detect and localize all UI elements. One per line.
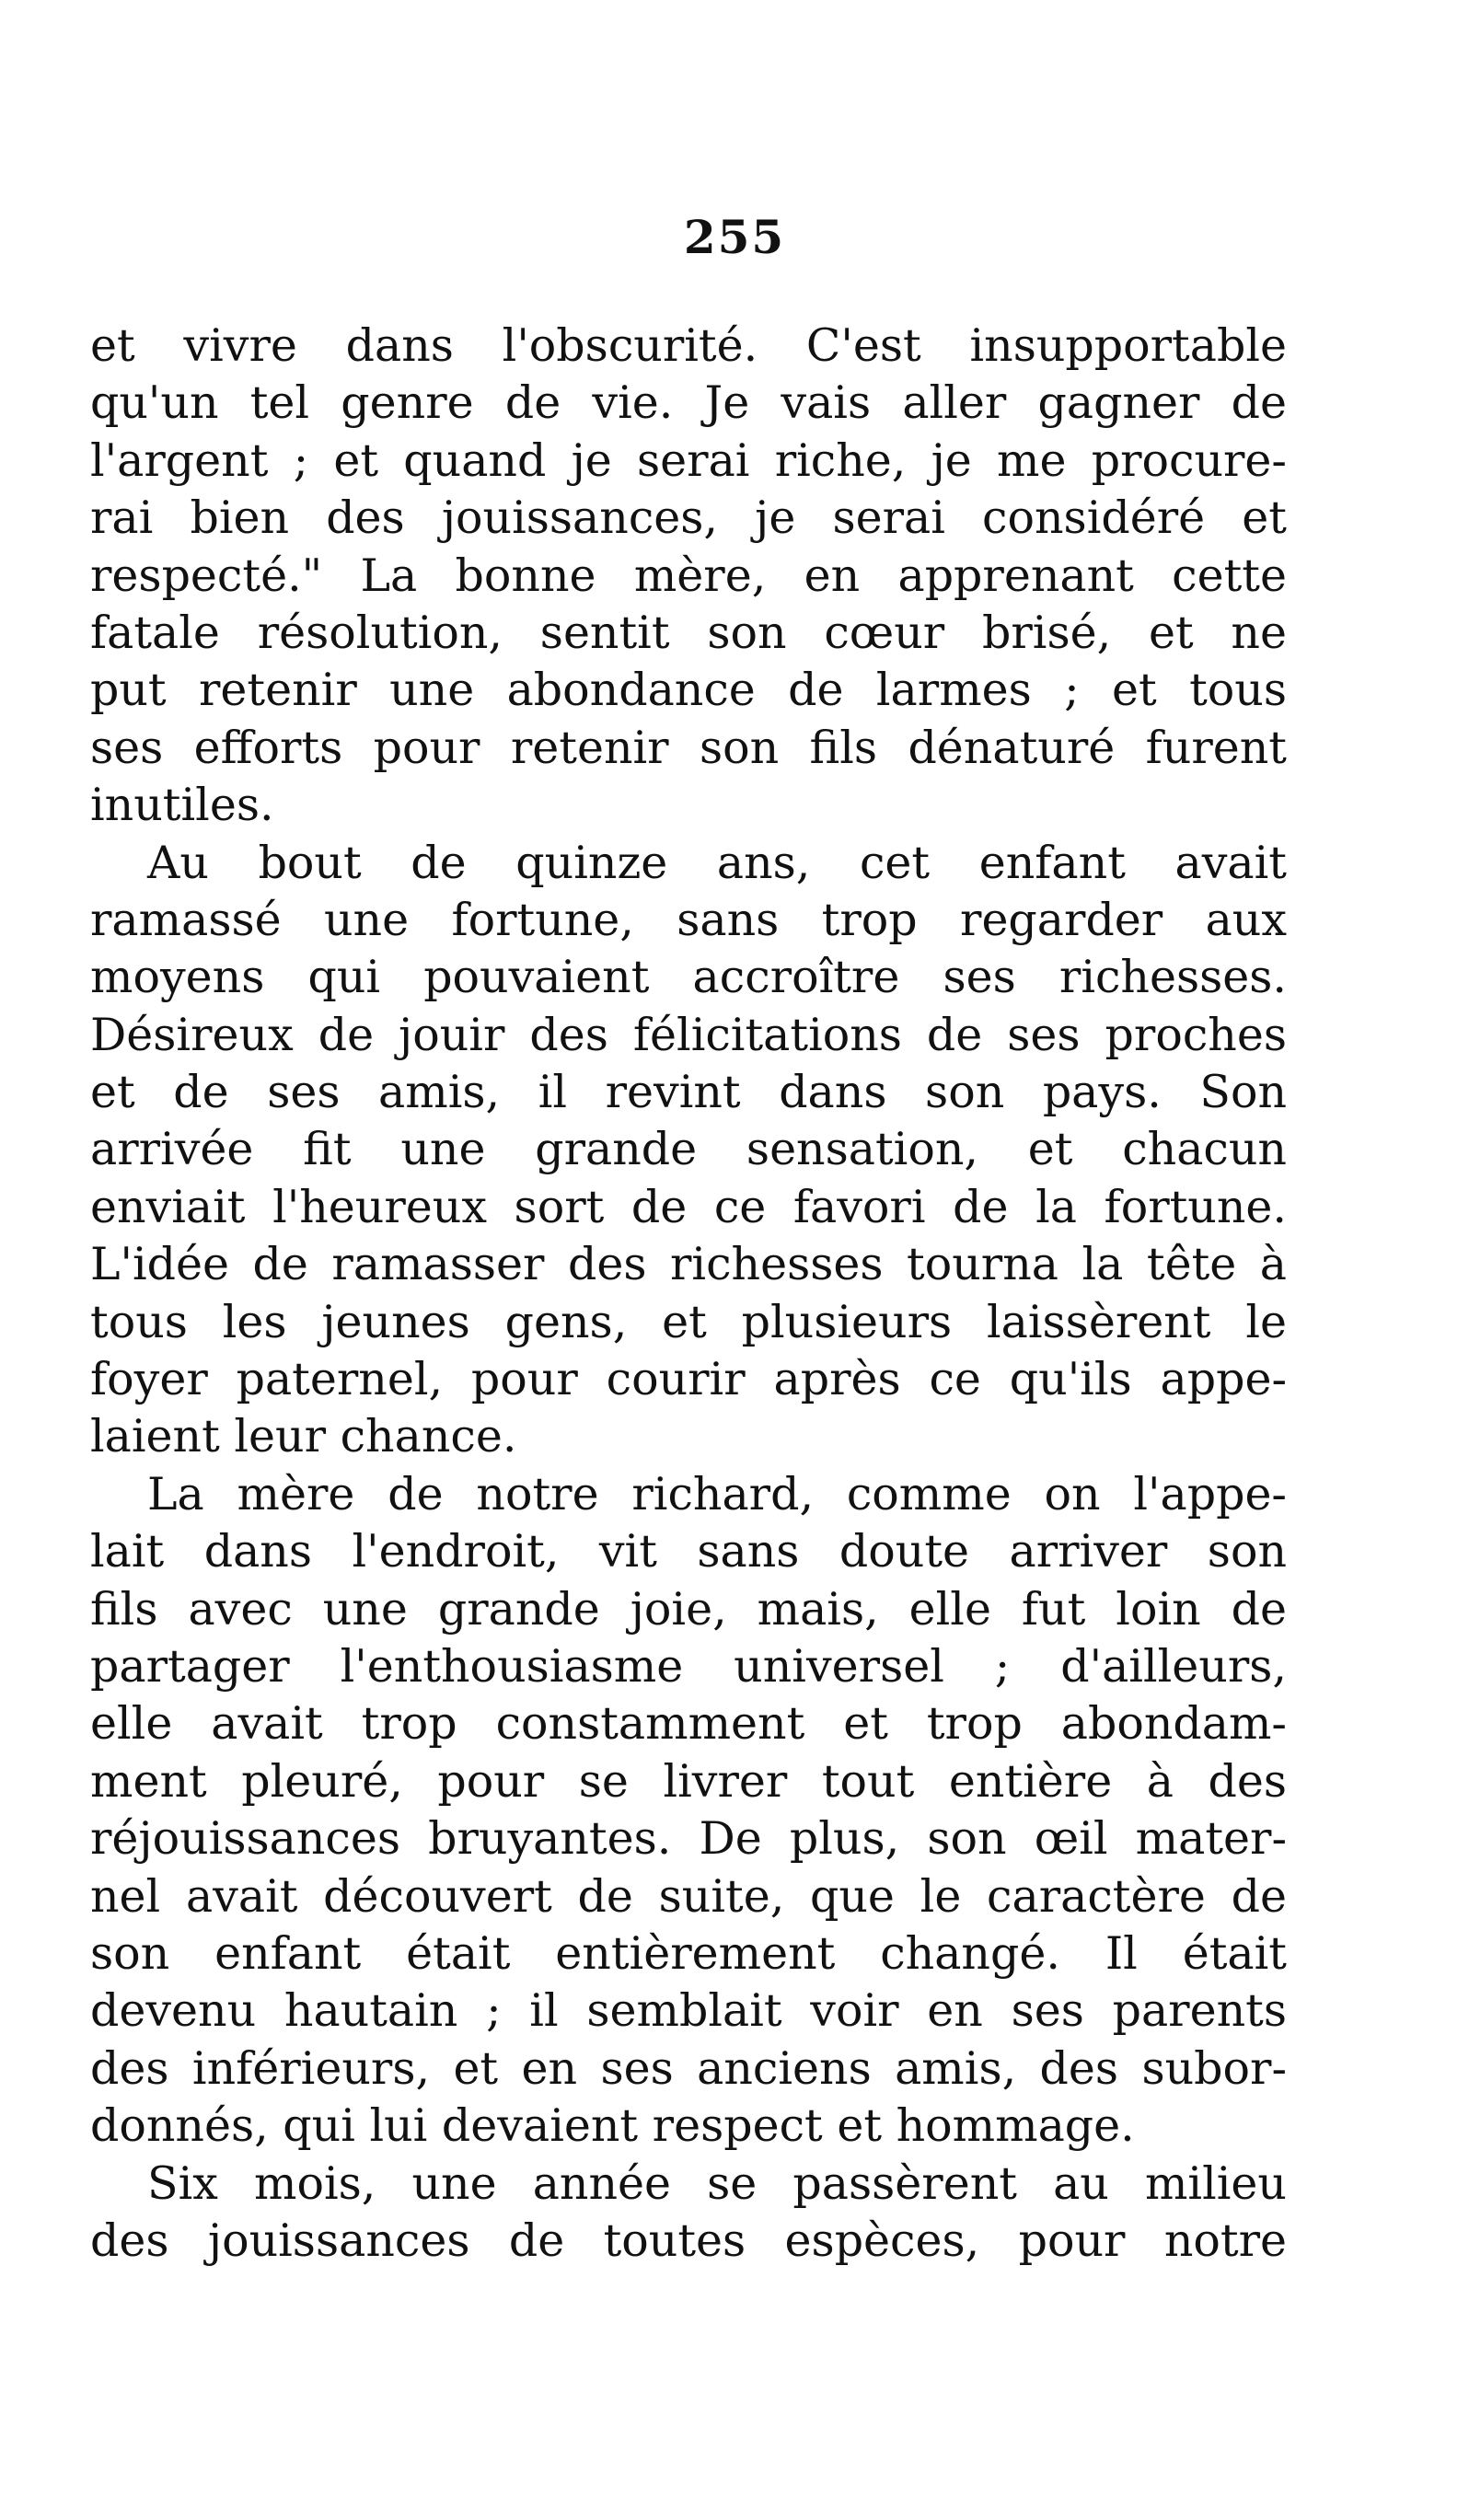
text-line: Au bout de quinze ans, cet enfant avait bbox=[147, 836, 1287, 889]
text-line: Six mois, une année se passèrent au milieu bbox=[147, 2156, 1287, 2210]
text-line: l'argent ; et quand je serai riche, je me procure- bbox=[90, 433, 1287, 487]
text-line: et vivre dans l'obscurité. C'est insupportable bbox=[90, 319, 1287, 372]
text-line: laient leur chance. bbox=[90, 1410, 517, 1463]
text-line: tous les jeunes gens, et plusieurs laissèrent le bbox=[90, 1295, 1287, 1348]
text-line: La mère de notre richard, comme on l'appe- bbox=[147, 1467, 1287, 1520]
text-line: et de ses amis, il revint dans son pays. Son bbox=[90, 1066, 1287, 1119]
text-line: donnés, qui lui devaient respect et hommage. bbox=[90, 2099, 1135, 2153]
text-line: partager l'enthousiasme universel ; d'ailleurs, bbox=[90, 1639, 1287, 1693]
text-line: lait dans l'endroit, vit sans doute arriver son bbox=[90, 1525, 1287, 1578]
text-line: enviait l'heureux sort de ce favori de la fortune. bbox=[90, 1180, 1287, 1233]
text-line: elle avait trop constamment et trop abondam- bbox=[90, 1697, 1287, 1751]
text-line: fatale résolution, sentit son cœur brisé, et ne bbox=[90, 606, 1287, 659]
text-line: moyens qui pouvaient accroître ses richesses. bbox=[90, 951, 1287, 1004]
text-line: réjouissances bruyantes. De plus, son œil mater- bbox=[90, 1812, 1287, 1866]
text-line: des jouissances de toutes espèces, pour notre bbox=[90, 2214, 1287, 2267]
body-text bbox=[90, 318, 1287, 2270]
text-line: ses efforts pour retenir son fils dénaturé furent bbox=[90, 721, 1287, 774]
text-line: son enfant était entièrement changé. Il était bbox=[90, 1926, 1287, 1980]
text-line: inutiles. bbox=[90, 779, 274, 832]
text-line: foyer paternel, pour courir après ce qu'ils appe- bbox=[90, 1353, 1287, 1406]
page-number: 255 bbox=[683, 210, 786, 264]
text-line: L'idée de ramasser des richesses tourna la tête à bbox=[90, 1238, 1287, 1291]
text-line: put retenir une abondance de larmes ; et tous bbox=[90, 664, 1287, 717]
text-line: respecté." La bonne mère, en apprenant cette bbox=[90, 549, 1287, 602]
text-line: nel avait découvert de suite, que le caractère de bbox=[90, 1869, 1287, 1923]
text-line: des inférieurs, et en ses anciens amis, des subor- bbox=[90, 2041, 1287, 2095]
text-line: qu'un tel genre de vie. Je vais aller gagner de bbox=[90, 376, 1287, 430]
text-line: ramassé une fortune, sans trop regarder aux bbox=[90, 893, 1287, 946]
text-line: fils avec une grande joie, mais, elle fut loin de bbox=[90, 1582, 1287, 1636]
text-line: ment pleuré, pour se livrer tout entière à des bbox=[90, 1754, 1287, 1808]
text-line: Désireux de jouir des félicitations de ses proches bbox=[90, 1008, 1287, 1061]
text-line: arrivée fit une grande sensation, et chacun bbox=[90, 1123, 1287, 1176]
text-line: devenu hautain ; il semblait voir en ses parents bbox=[90, 1984, 1287, 2038]
text-line: rai bien des jouissances, je serai considéré et bbox=[90, 491, 1287, 545]
